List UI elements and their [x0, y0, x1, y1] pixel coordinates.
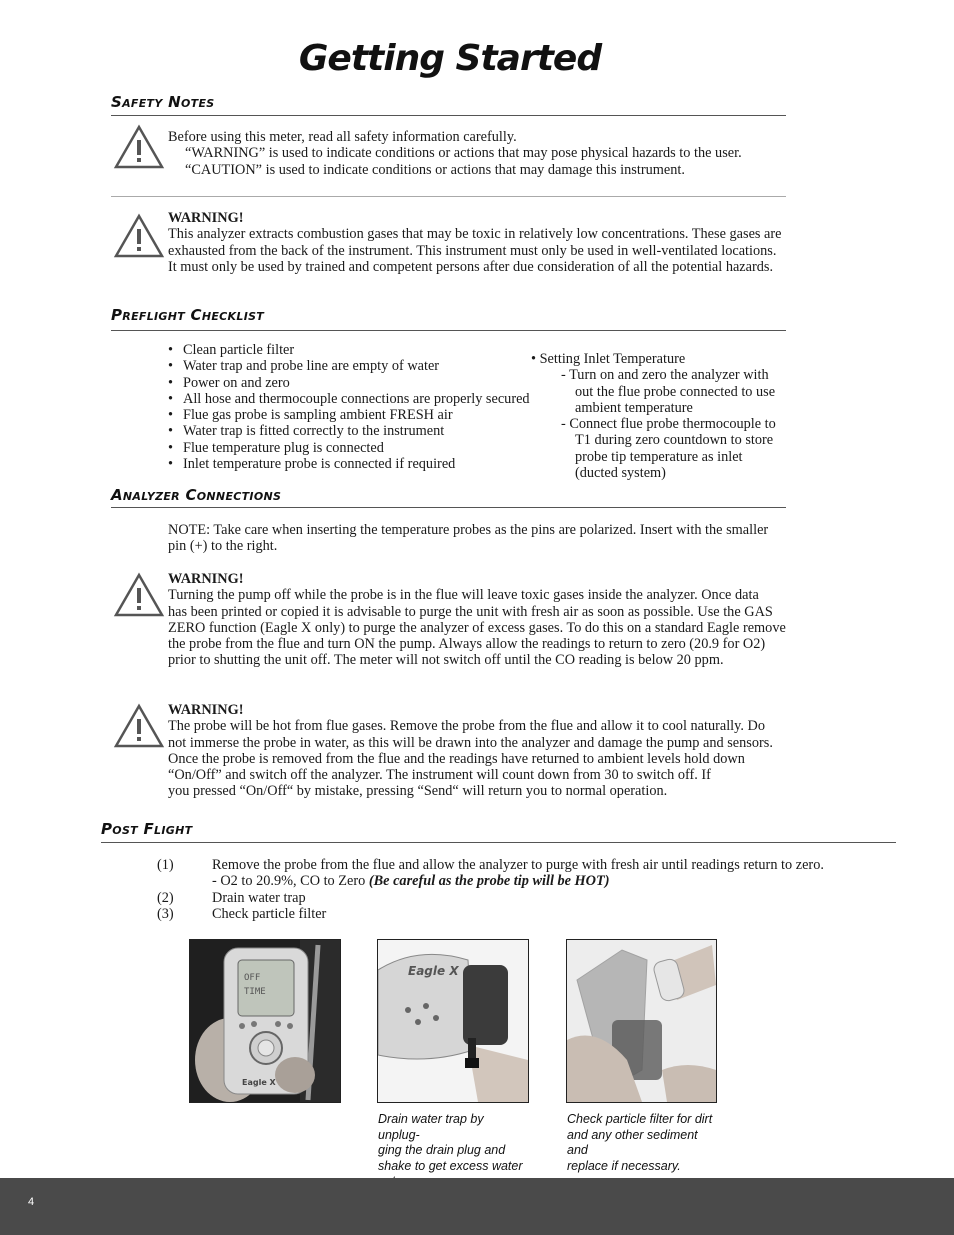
warning-triangle-icon [113, 703, 165, 749]
step-number: (1) [157, 857, 174, 873]
warning-triangle-icon [113, 213, 165, 259]
step-row [157, 906, 897, 922]
particle-filter-photo [566, 939, 717, 1103]
warning-line: The probe will be hot from flue gases. Remove the probe from the flue and allow it to cool naturally. Do [168, 718, 765, 735]
checklist-item: • All hose and thermocouple connections are properly secured [168, 391, 533, 407]
safety-intro-line: “WARNING” is used to indicate conditions or actions that may pose physical hazards to the user. [185, 145, 742, 162]
analyzer-photo [189, 939, 341, 1103]
inlet-line: probe tip temperature as inlet [575, 448, 743, 465]
safety-intro [168, 129, 788, 178]
inlet-line: - Connect flue probe thermocouple to [561, 416, 776, 433]
hot-probe-warning [168, 702, 798, 800]
checklist [168, 342, 533, 472]
warning-line: It must only be used by trained and competent persons after due consideration of all the potential hazards. [168, 258, 774, 275]
warning-label: WARNING! [168, 702, 244, 718]
polarity-note [168, 522, 788, 555]
post-flight-heading: Post Flight [101, 820, 193, 838]
step-subline [157, 873, 897, 889]
checklist-item: • Power on and zero [168, 375, 533, 391]
brand-text: Eagle X [408, 964, 459, 978]
step-text: Drain water trap [212, 889, 306, 906]
safety-notes-heading: Safety Notes [111, 93, 215, 111]
safety-warning [168, 210, 798, 275]
warning-line: “On/Off” and switch off the analyzer. The instrument will count down from 30 to switch off. If [168, 767, 711, 784]
step-text: Check particle filter [212, 905, 327, 922]
filter-caption [567, 1112, 717, 1174]
inlet-temperature-note [531, 351, 791, 481]
inlet-line: - Turn on and zero the analyzer with [561, 367, 769, 384]
caption-line: and any other sediment and [567, 1127, 698, 1157]
page-title: Getting Started [298, 38, 602, 79]
brand-text: Eagle X [242, 1078, 276, 1087]
step-text: Remove the probe from the flue and allow the analyzer to purge with fresh air until readings return to zero. [212, 857, 824, 873]
warning-label: WARNING! [168, 210, 244, 226]
step-sub-text: - O2 to 20.9%, CO to Zero [212, 873, 366, 890]
checklist-item: • Flue gas probe is sampling ambient FRESH air [168, 407, 533, 423]
inlet-line: T1 during zero countdown to store [575, 432, 774, 449]
caption-line: replace if necessary. [567, 1158, 681, 1173]
checklist-item: • Water trap is fitted correctly to the instrument [168, 423, 533, 439]
warning-line: Once the probe is removed from the flue and the readings have returned to ambient levels hold down [168, 750, 745, 767]
caption-line: ging the drain plug and [378, 1143, 506, 1157]
warning-line: prior to shutting the unit off. The meter will not switch off until the CO reading is below 20 ppm. [168, 652, 724, 669]
note-line: pin (+) to the right. [168, 538, 278, 555]
screen-text: TIME [244, 987, 266, 997]
section-rule [111, 507, 786, 508]
warning-label: WARNING! [168, 571, 244, 587]
checklist-item: • Flue temperature plug is connected [168, 440, 533, 456]
warning-line: has been printed or copied it is advisable to purge the unit with fresh air as soon as possible. Use the GAS [168, 603, 773, 620]
warning-line: ZERO function (Eagle X only) to purge the analyzer of excess gases. To do this on a standard Eagle remove [168, 619, 786, 636]
warning-line: you pressed “On/Off“ by mistake, pressing “Send“ will return you to normal operation. [168, 783, 668, 800]
section-rule [111, 115, 786, 116]
checklist-item: • Clean particle filter [168, 342, 533, 358]
warning-line: exhausted from the back of the instrument. This instrument must only be used in well-ventilated locations. [168, 242, 777, 259]
step-emphasis: (Be careful as the probe tip will be HOT) [368, 873, 610, 890]
screen-text: OFF [244, 973, 261, 983]
inlet-line: (ducted system) [575, 465, 666, 482]
page-number: 4 [28, 1196, 35, 1208]
caption-line: Drain water trap by unplug- [378, 1112, 484, 1142]
page-footer [0, 1178, 954, 1235]
section-rule [111, 330, 786, 331]
inlet-line: ambient temperature [575, 399, 693, 416]
warning-line: This analyzer extracts combustion gases that may be toxic in relatively low concentrations. These gases are [168, 226, 782, 243]
step-row [157, 857, 897, 873]
inlet-line: out the flue probe connected to use [575, 383, 776, 400]
safety-intro-line: “CAUTION” is used to indicate conditions or actions that may damage this instrument. [185, 161, 685, 178]
drain-water-trap-photo [377, 939, 529, 1103]
step-number: (2) [157, 889, 174, 906]
divider [111, 196, 786, 197]
section-rule [101, 842, 896, 843]
warning-line: the probe from the flue and turn ON the pump. Always allow the readings to return to zero (20.9 for O2) [168, 636, 766, 653]
inlet-title: • Setting Inlet Temperature [531, 351, 686, 367]
checklist-item: • Inlet temperature probe is connected if required [168, 456, 533, 472]
warning-line: not immerse the probe in water, as this will be drawn into the analyzer and damage the pump and sensors. [168, 734, 773, 751]
warning-triangle-icon [113, 124, 165, 170]
analyzer-connections-heading: Analyzer Connections [111, 486, 282, 504]
step-row [157, 890, 897, 906]
warning-triangle-icon [113, 572, 165, 618]
pump-warning [168, 571, 798, 669]
warning-line: Turning the pump off while the probe is in the flue will leave toxic gases inside the analyzer. Once data [168, 587, 759, 604]
step-number: (3) [157, 905, 174, 922]
checklist-item: • Water trap and probe line are empty of water [168, 358, 533, 374]
caption-line: shake to get excess water [378, 1158, 523, 1173]
caption-line: Check particle filter for dirt [567, 1112, 713, 1126]
note-line: NOTE: Take care when inserting the temperature probes as the pins are polarized. Insert with the smaller [168, 522, 769, 538]
safety-intro-line: Before using this meter, read all safety information carefully. [168, 129, 517, 145]
preflight-checklist-heading: Preflight Checklist [111, 306, 265, 324]
post-flight-steps [157, 857, 897, 922]
